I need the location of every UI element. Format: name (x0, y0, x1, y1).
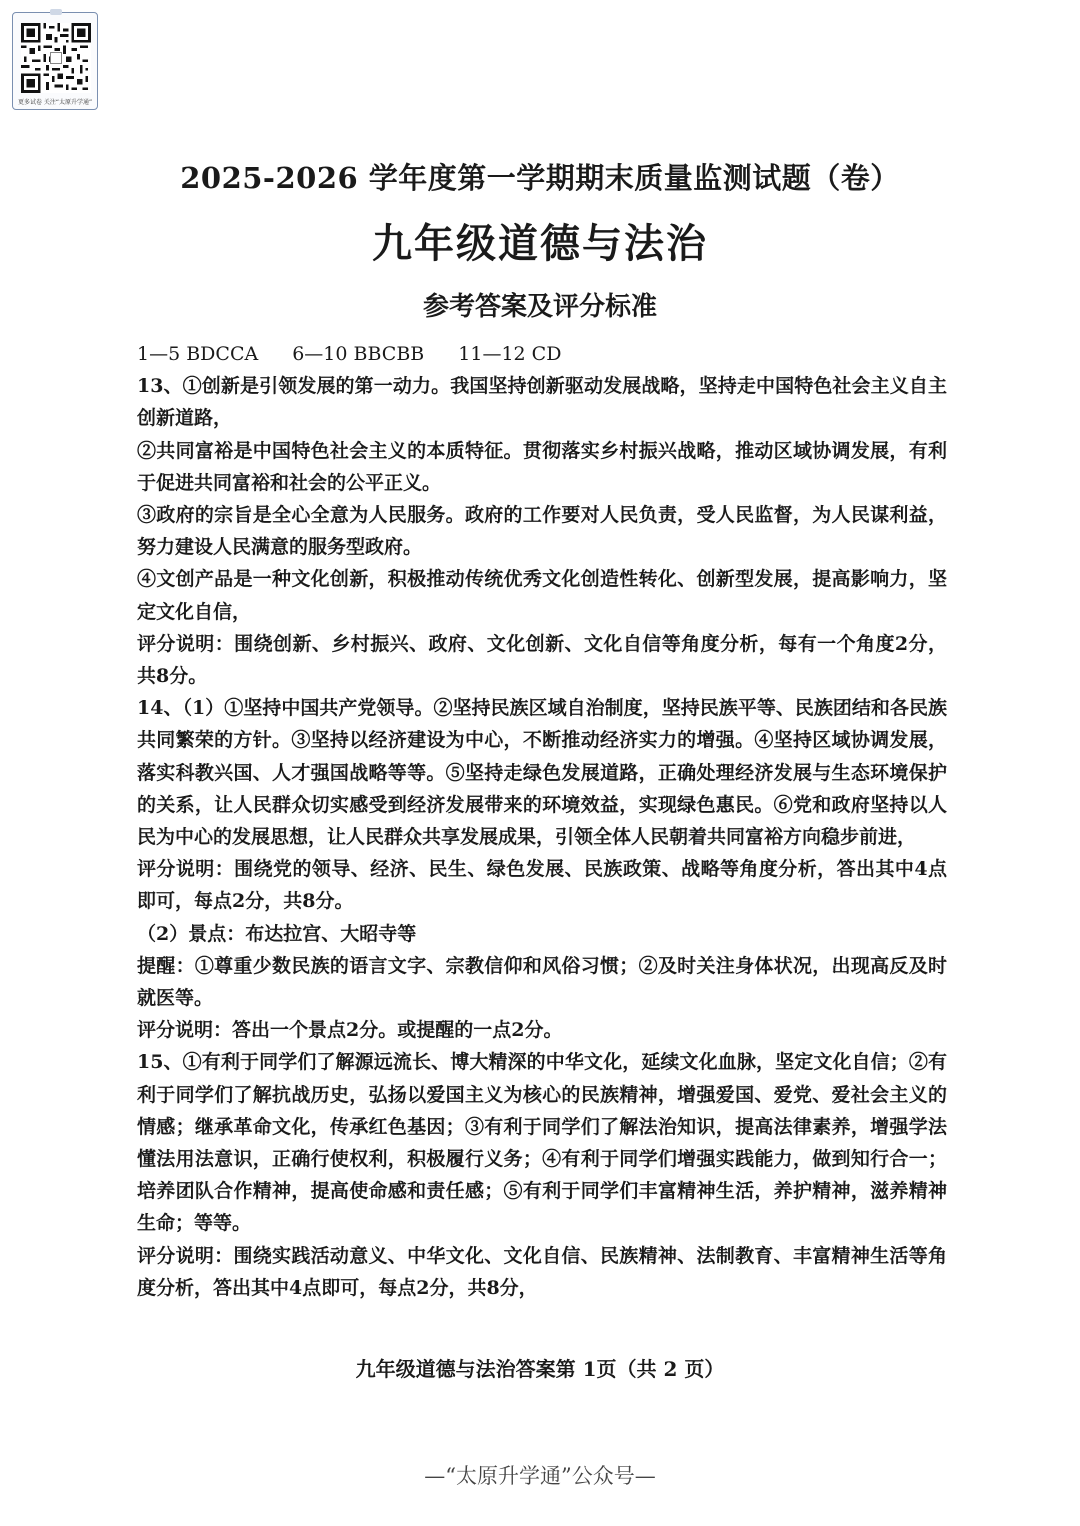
exam-title: 2025-2026 学年度第一学期期末质量监测试题（卷） (180, 161, 900, 195)
choice-answers (137, 338, 947, 370)
q13-point-3: ③政府的宗旨是全心全意为人民服务。政府的工作要对人民负责，受人民监督，为人民谋利益，努力建设人民满意的服务型政府。 (137, 504, 947, 559)
choice-answers-1-5: 1—5 BDCCA (137, 343, 259, 365)
q14-part2-sights: （2）景点：布达拉宫、大昭寺等 (137, 922, 417, 945)
subject-title: 九年级道德与法治 (372, 220, 708, 267)
q14-part2-scoring-note: 评分说明：答出一个景点2分。或提醒的一点2分。 (137, 1019, 563, 1042)
qr-code-image (21, 23, 91, 93)
q13-point-1: 13、①创新是引领发展的第一动力。我国坚持创新驱动发展战略，坚持走中国特色社会主义自主创新道路， (137, 375, 947, 430)
page-footer: 九年级道德与法治答案第 1页（共 2 页） (355, 1357, 725, 1381)
answer-content (137, 338, 947, 1304)
choice-answers-11-12: 11—12 CD (458, 343, 562, 365)
q13-scoring-note: 评分说明：围绕创新、乡村振兴、政府、文化创新、文化自信等角度分析，每有一个角度2分，共8分。 (137, 632, 947, 688)
choice-answers-6-10: 6—10 BBCBB (292, 343, 425, 365)
answer-key-title: 参考答案及评分标准 (422, 292, 657, 322)
q14-part2-reminder: 提醒：①尊重少数民族的语言文字、宗教信仰和风俗习惯；②及时关注身体状况，出现高反及时就医等。 (137, 954, 947, 1010)
card-tab (50, 9, 62, 15)
q13-point-2: ②共同富裕是中国特色社会主义的本质特征。贯彻落实乡村振兴战略，推动区域协调发展，有利于促进共同富裕和社会的公平正义。 (137, 439, 947, 494)
q15-answer: 15、①有利于同学们了解源远流长、博大精深的中华文化，延续文化血脉，坚定文化自信；②有利于同学们了解抗战历史，弘扬以爱国主义为核心的民族精神，增强爱国、爱党、爱社会主义的情感；继承革命文化，传承红色基因；③有利于同学们了解法治知识，提高法律素养，增强学法懂法用法意识，正确行使权利，积极履行义务；④有利于同学们增强实践能力，做到知行合一；培养团队合作精神，提高使命感和责任感；⑤有利于同学们丰富精神生活，养护精神，滋养精神生命；等等。 (137, 1051, 947, 1235)
q13-point-4: ④文创产品是一种文化创新，积极推动传统优秀文化创造性转化、创新型发展，提高影响力，坚定文化自信， (137, 568, 947, 623)
q15-scoring-note: 评分说明：围绕实践活动意义、中华文化、文化自信、民族精神、法制教育、丰富精神生活等角度分析，答出其中4点即可，每点2分，共8分， (137, 1244, 947, 1299)
qr-code-card (12, 12, 98, 110)
watermark-text: —“太原升学通”公众号— (424, 1464, 656, 1488)
q14-part1-scoring-note: 评分说明：围绕党的领导、经济、民生、绿色发展、民族政策、战略等角度分析，答出其中4点即可，每点2分，共8分。 (137, 858, 947, 913)
q14-part1-answer: 14、（1）①坚持中国共产党领导。②坚持民族区域自治制度，坚持民族平等、民族团结和各民族共同繁荣的方针。③坚持以经济建设为中心，不断推动经济实力的增强。④坚持区域协调发展，落实科教兴国、人才强国战略等等。⑤坚持走绿色发展道路，正确处理经济发展与生态环境保护的关系，让人民群众切实感受到经济发展带来的环境效益，实现绿色惠民。⑥党和政府坚持以人民为中心的发展思想，让人民群众共享发展成果，引领全体人民朝着共同富裕方向稳步前进， (137, 697, 947, 849)
qr-caption: 更多试卷 关注“太原升学通” (17, 99, 93, 106)
